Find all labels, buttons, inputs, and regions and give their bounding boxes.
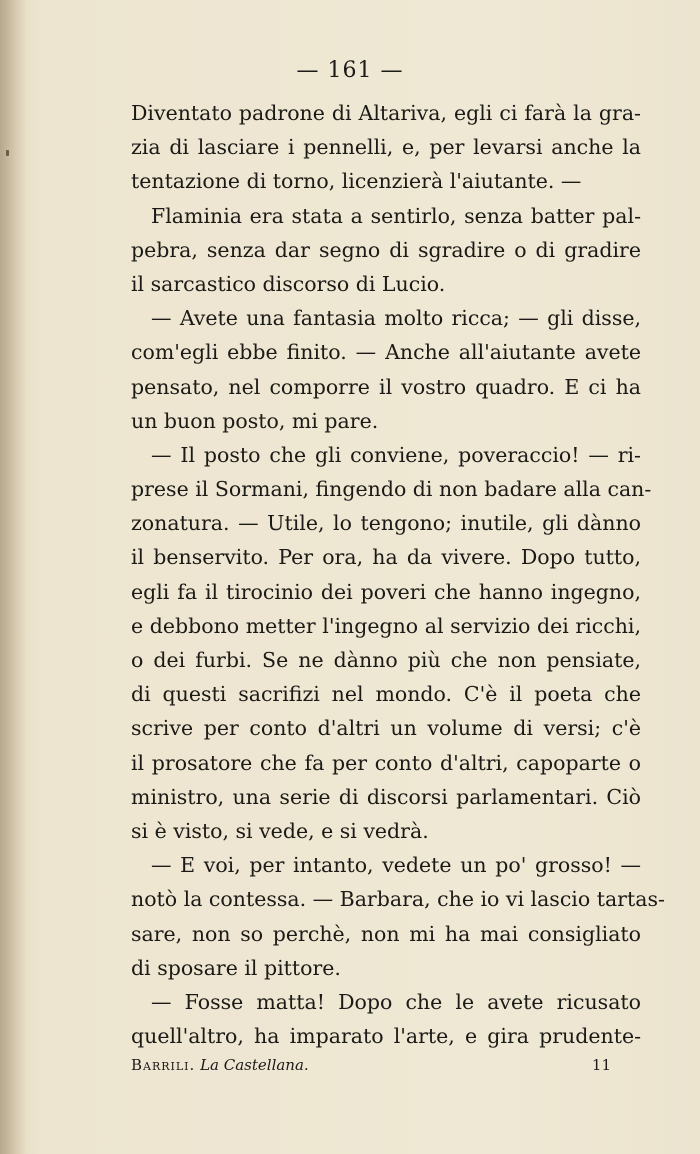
text-line: di questi sacrifizi nel mondo. C'è il poeta che xyxy=(131,682,641,707)
footer-title: La Castellana. xyxy=(200,1056,309,1074)
footer-citation xyxy=(131,1056,309,1074)
body-text xyxy=(131,96,665,1053)
text-line: — Fosse matta! Dopo che le avete ricusato xyxy=(151,989,641,1014)
text-line: — Il posto che gli conviene, poveraccio! — ri- xyxy=(151,442,641,467)
text-line: notò la contessa. — Barbara, che io vi lascio tartas- xyxy=(131,887,665,912)
text-line: Flaminia era stata a sentirlo, senza batter pal- xyxy=(151,203,641,228)
page-number: — 161 — xyxy=(296,58,404,83)
text-line: il benservito. Per ora, ha da vivere. Dopo tutto, xyxy=(131,545,641,570)
text-line: il prosatore che fa per conto d'altri, capoparte o xyxy=(131,750,641,775)
text-line: si è visto, si vede, e si vedrà. xyxy=(131,818,429,843)
text-line: e debbono metter l'ingegno al servizio dei ricchi, xyxy=(131,613,641,638)
text-line: pebra, senza dar segno di sgradire o di gradire xyxy=(131,237,641,262)
gutter-shadow xyxy=(0,0,26,1154)
text-line: tentazione di torno, licenzierà l'aiutante. — xyxy=(131,169,582,194)
text-line: zonatura. — Utile, lo tengono; inutile, gli dànno xyxy=(131,511,641,536)
text-line: scrive per conto d'altri un volume di versi; c'è xyxy=(131,716,641,741)
paper-speck xyxy=(6,150,9,156)
text-line: Diventato padrone di Altariva, egli ci farà la gra- xyxy=(131,101,641,125)
footer-author: Barrili. xyxy=(131,1056,196,1074)
text-line: o dei furbi. Se ne dànno più che non pensiate, xyxy=(131,648,641,672)
text-line: un buon posto, mi pare. xyxy=(131,408,379,433)
text-line: — E voi, per intanto, vedete un po' grosso! — xyxy=(151,853,641,878)
page-footer xyxy=(131,1056,611,1074)
text-line: ministro, una serie di discorsi parlamentari. Ciò xyxy=(131,784,641,809)
signature-mark: 11 xyxy=(591,1056,611,1074)
text-line: quell'altro, ha imparato l'arte, e gira prudente- xyxy=(131,1024,641,1049)
text-line: — Avete una fantasia molto ricca; — gli disse, xyxy=(151,306,641,331)
text-line: il sarcastico discorso di Lucio. xyxy=(131,271,446,296)
text-line: prese il Sormani, fingendo di non badare alla can- xyxy=(131,477,652,502)
text-line: sare, non so perchè, non mi ha mai consigliato xyxy=(131,921,641,946)
text-line: di sposare il pittore. xyxy=(131,955,341,980)
text-line: com'egli ebbe finito. — Anche all'aiutante avete xyxy=(131,340,641,365)
text-line: egli fa il tirocinio dei poveri che hanno ingegno, xyxy=(131,579,641,604)
text-line: zia di lasciare i pennelli, e, per levarsi anche la xyxy=(131,135,641,160)
text-line: pensato, nel comporre il vostro quadro. E ci ha xyxy=(131,374,641,399)
